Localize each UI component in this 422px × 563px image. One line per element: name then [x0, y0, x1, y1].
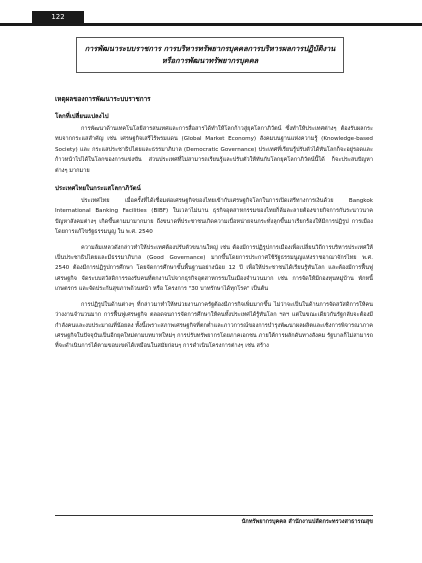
- chapter-title-line-1: การพัฒนาระบบราชการ การบริหารทรัพยากรบุคคลการบริหารผลการปฏิบัติงาน: [84, 44, 336, 53]
- paragraph: ความล้มเหลวดังกล่าวทำให้ประเทศต้องปรับตัวขนานใหญ่ เช่น ต้องมีการปฏิรูปการเมืองเพื่อเปลี่ยนวิถีการบริหารประเทศให้เป็นประชาธิปไตยและมีธรรมาภิบาล (Good Governance) มากขึ้นโดยการประกาศใช้รัฐธรรมนูญแห่งราชอาณาจักรไทย พ.ศ. 2540 ต้องมีการปฏิรูปการศึกษา โดยจัดการศึกษาขั้นพื้นฐานอย่างน้อย 12 ปี เพื่อให้ประชาชนได้เรียนรู้ทันโลก และต้องมีการฟื้นฟูเศรษฐกิจ จัดระบบสวัสดิการรองรับคนที่ตกงานไปจากธุรกิจอุตสาหกรรมในเมืองจำนวนมาก เช่น การจัดให้มีกองทุนหมู่บ้าน พักหนี้เกษตรกร และจัดประกันสุขภาพถ้วนหน้า หรือ โครงการ "30 บาทรักษาได้ทุกโรค" เป็นต้น: [55, 244, 373, 293]
- paragraph: การพัฒนาด้านเทคโนโลยีสารสนเทศและการสื่อสารได้ทำให้โลกก้าวสู่ยุคโลกาภิวัตน์ ซึ่งทำให้ประเทศต่างๆ ต้องรับผลกระทบจากกระแสสำคัญ เช่น เศรษฐกิจเสรีไร้พรมแดน (Global Market Economy) สังคมบนฐานแห่งความรู้ (Knowledge-based Society) และ กระแสประชาธิปไตยและธรรมาภิบาล (Democratic Governance) ประเทศที่เรียนรู้ปรับตัวได้ทันโลกก็จะอยู่รอดและก้าวหน้าไปได้ในโลกของการแข่งขัน ส่วนประเทศที่ไม่สามารถเรียนรู้และปรับตัวให้ทันกับโลกยุคโลกาภิวัตน์นี้ได้ ก็จะประสบปัญหาต่างๆ มากมาย: [55, 126, 373, 174]
- page-number: 122: [32, 11, 84, 24]
- subsection-title-thailand-globalization: ประเทศไทยในกระแสโลกาภิวัตน์: [55, 185, 141, 193]
- paragraph: ประเทศไทย เมื่อครั้งที่ได้เชื่อมต่อเศรษฐกิจของไทยเข้ากับเศรษฐกิจโลกในการเปิดเสรีทางการเงินด้วย Bangkok International Banking Facilities (BIBF) ในเวลาไม่นาน ธุรกิจอุตสาหกรรมของไทยก็ล้มละลายต้องขายกิจการกันระนาวนาค ปัญหาสังคมต่างๆ เกิดขึ้นตามมามากมาย ถึงขนาดที่ประชาชนเกิดความเบื่อหน่ายจนกระทั่งลุกขึ้นมาเรียกร้องให้มีการปฏิรูป การเมืองโดยการแก้ไขรัฐธรรมนูญ ใน พ.ศ. 2540: [55, 198, 373, 236]
- document-body: [55, 94, 373, 357]
- footer-text: นักทรัพยากรบุคคล สำนักงานปลัดกระทรวงสาธารณสุข: [241, 519, 373, 525]
- footer-rule: [55, 515, 373, 516]
- paragraph: การปฏิรูปในด้านต่างๆ ที่กล่าวมาทำให้หน่วยงานภาครัฐต้องมีภารกิจเพิ่มมากขึ้น ไม่ว่าจะเป็นในด้านการจัดสวัสดิการให้คนว่างงานจำนวนมาก การฟื้นฟูเศรษฐกิจ ตลอดจนการจัดการศึกษาให้คนทั้งประเทศได้รู้ทันโลก ฯลฯ แต่ในขณะเดียวกันรัฐกลับจะต้องมีกำลังคนและงบประมาณที่น้อยลง ทั้งนี้เพราะสภาพเศรษฐกิจที่ตกต่ำและภาวการณ์ของการบำรุงพัฒนาผลผลิตและเชิงการพิจารณาภาคเศรษฐกิจในปัจจุบันเป็นอีกยุคใหม่ตามบทบาทใหม่ๆ การปรับทรัพยากรโดยภาคเอกชน ภายใต้การผลักดันทางสังคม รัฐบาลก็ไม่สามารถที่จะดำเนินการได้ตามขอบเขตได้เหมือนในสมัยก่อนๆ การดำเนินโครงการต่างๆ เช่น สร้าง: [55, 301, 373, 350]
- chapter-title-line-2: หรือการพัฒนาทรัพยากรบุคคล: [161, 56, 259, 65]
- subsection-title-changing-world: โลกที่เปลี่ยนแปลงไป: [55, 113, 109, 120]
- section-heading: เหตุผลของการพัฒนาระบบราชการ: [55, 95, 151, 103]
- header-band: [0, 23, 422, 26]
- chapter-title-box: [76, 37, 344, 73]
